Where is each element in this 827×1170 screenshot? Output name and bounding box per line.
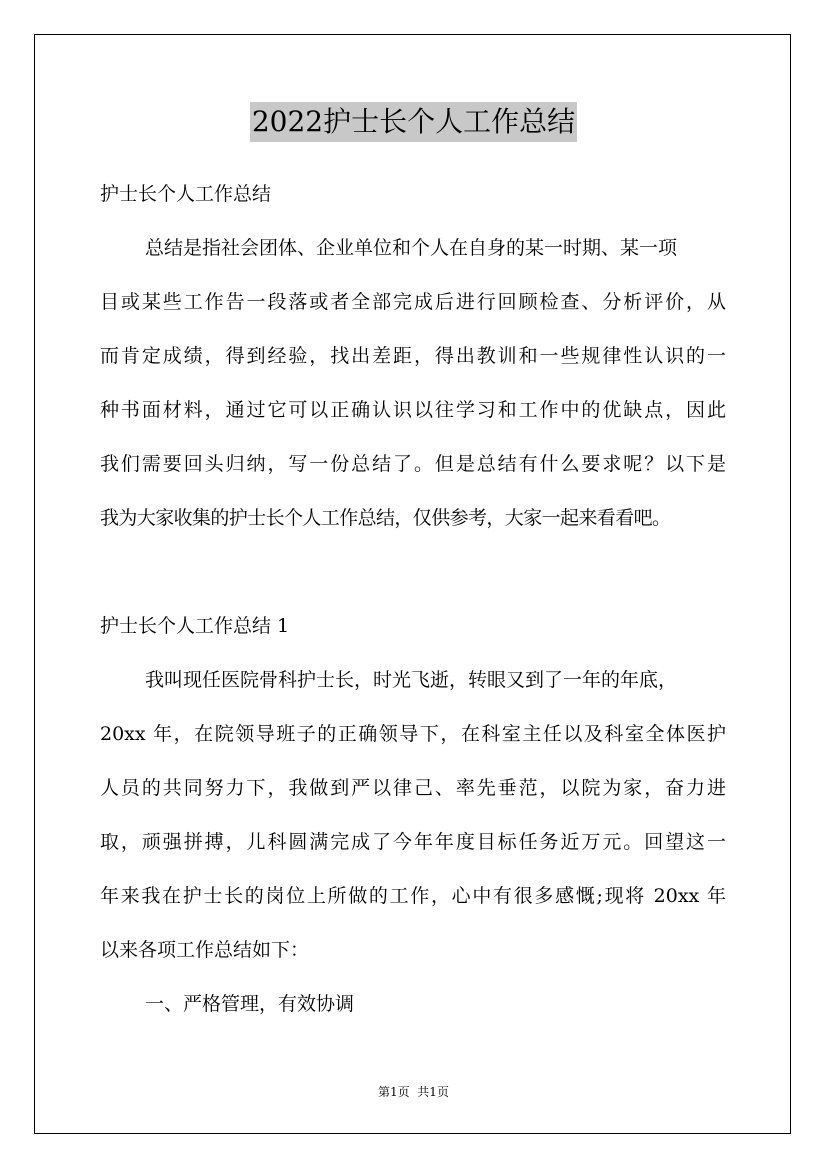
body-line-1: 我叫现任医院骨科护士长，时光飞逝，转眼又到了一年的年底， [145,669,678,691]
intro-line-3: 而肯定成绩，得到经验，找出差距，得出教训和一些规律性认识的一 [100,345,726,367]
body-line-2: 20xx 年，在院领导班子的正确领导下，在科室主任以及科室全体医护 [100,723,726,745]
intro-line-6: 我为大家收集的护士长个人工作总结，仅供参考，大家一起来看看吧。 [100,507,671,529]
section-heading: 护士长个人工作总结 1 [100,615,290,637]
body-line-4: 取，顽强拼搏，儿科圆满完成了今年年度目标任务近万元。回望这一 [100,831,726,853]
intro-line-2: 目或某些工作告一段落或者全部完成后进行回顾检查、分析评价，从 [100,291,726,313]
page-footer: 第1页 共1页 [378,1085,449,1099]
subheading: 一、严格管理，有效协调 [145,993,355,1015]
body-line-5: 年来我在护士长的岗位上所做的工作，心中有很多感慨;现将 20xx 年 [100,885,726,907]
document-title: 2022护士长个人工作总结 [250,102,577,142]
intro-line-1: 总结是指社会团体、企业单位和个人在自身的某一时期、某一项 [145,237,678,259]
document-heading: 护士长个人工作总结 [100,183,272,205]
intro-line-5: 我们需要回头归纳，写一份总结了。但是总结有什么要求呢？以下是 [100,453,726,475]
body-line-3: 人员的共同努力下，我做到严以律己、率先垂范，以院为家，奋力进 [100,777,726,799]
intro-line-4: 种书面材料，通过它可以正确认识以往学习和工作中的优缺点，因此 [100,399,726,421]
body-line-6: 以来各项工作总结如下： [100,939,310,961]
title-wrap [0,102,827,142]
